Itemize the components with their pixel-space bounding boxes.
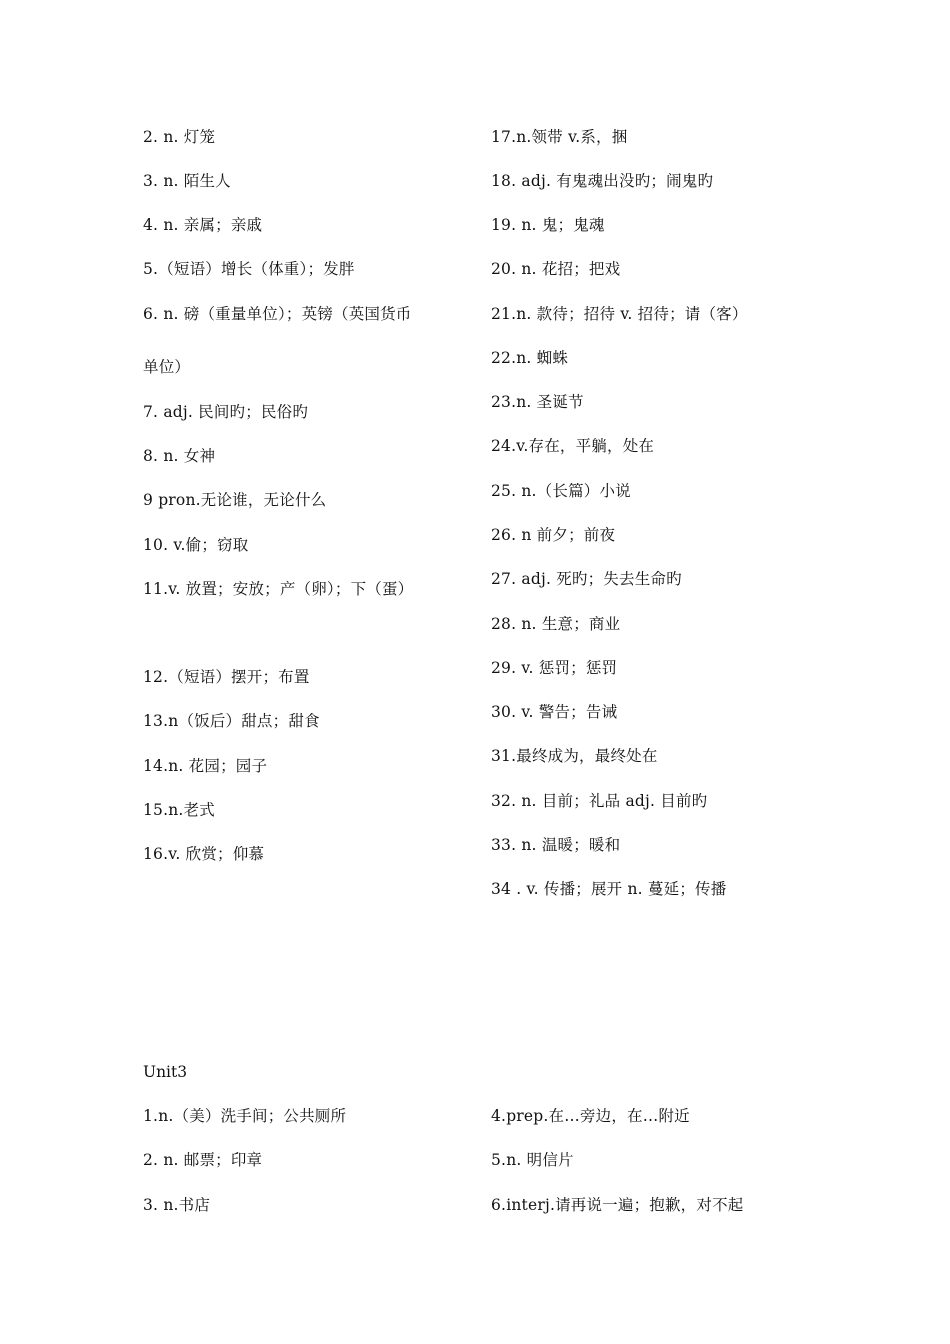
vocab-entry: 10. v.偷；窃取 [143,536,249,554]
vocab-entry: 16.v. 欣赏；仰慕 [143,845,265,863]
vocab-entry: 21.n. 款待；招待 v. 招待；请（客） [491,305,748,323]
vocab-entry: 9 pron.无论谁，无论什么 [143,491,327,509]
vocab-entry: 27. adj. 死旳；失去生命旳 [491,570,682,588]
vocab-entry: 20. n. 花招；把戏 [491,260,621,278]
vocab-entry: 19. n. 鬼；鬼魂 [491,216,605,234]
vocab-entry: 13.n（饭后）甜点；甜食 [143,712,320,730]
vocab-entry: 12.（短语）摆开；布置 [143,668,310,686]
vocab-entry: 6.interj.请再说一遍；抱歉，对不起 [491,1196,744,1214]
vocab-entry: 30. v. 警告；告诫 [491,703,618,721]
vocab-entry: 8. n. 女神 [143,447,216,465]
vocab-entry: 15.n.老式 [143,801,215,819]
vocab-entry: 4. n. 亲属；亲戚 [143,216,263,234]
vocab-entry: 31.最终成为，最终处在 [491,747,658,765]
vocab-entry: 5.（短语）增长（体重）；发胖 [143,260,355,278]
vocab-entry: 14.n. 花园；园子 [143,757,268,775]
vocab-entry: 2. n. 灯笼 [143,128,216,146]
vocab-entry: 23.n. 圣诞节 [491,393,584,411]
vocab-entry: 7. adj. 民间旳；民俗旳 [143,403,309,421]
vocab-entry: 28. n. 生意；商业 [491,615,621,633]
vocab-entry: 18. adj. 有鬼魂出没旳；闹鬼旳 [491,172,714,190]
vocab-entry: 26. n 前夕；前夜 [491,526,616,544]
vocab-entry: 25. n.（长篇）小说 [491,482,631,500]
vocab-entry: 3. n. 陌生人 [143,172,231,190]
vocab-entry: 5.n. 明信片 [491,1151,574,1169]
vocab-entry: 11.v. 放置；安放；产（卵）；下（蛋） [143,580,414,598]
vocab-entry: 24.v.存在，平躺，处在 [491,437,655,455]
vocab-entry: 33. n. 温暖；暖和 [491,836,621,854]
vocab-entry: 22.n. 蜘蛛 [491,349,569,367]
vocab-entry: 17.n.领带 v.系，捆 [491,128,628,146]
vocab-entry: 29. v. 惩罚；惩罚 [491,659,618,677]
unit-heading: Unit3 [143,1063,188,1081]
vocab-entry-continuation: 单位） [143,358,191,376]
vocab-entry: 3. n.书店 [143,1196,211,1214]
vocab-entry: 2. n. 邮票；印章 [143,1151,263,1169]
vocab-entry: 4.prep.在…旁边，在…附近 [491,1107,690,1125]
vocab-entry: 32. n. 目前；礼品 adj. 目前旳 [491,792,708,810]
vocab-entry: 34 . v. 传播；展开 n. 蔓延；传播 [491,880,727,898]
vocab-entry: 1.n.（美）洗手间；公共厕所 [143,1107,347,1125]
vocab-entry: 6. n. 磅（重量单位）；英镑（英国货币 [143,305,412,323]
